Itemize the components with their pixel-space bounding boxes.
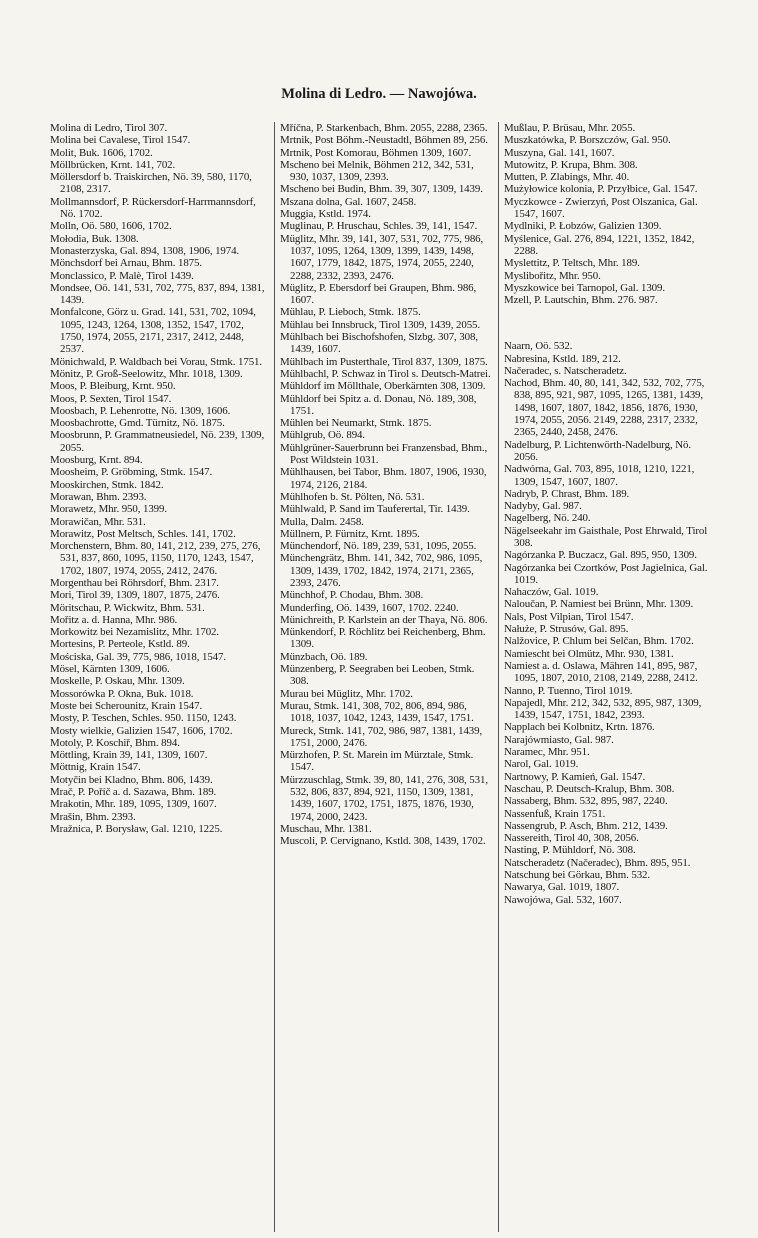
- index-entry: Mříčna, P. Starkenbach, Bhm. 2055, 2288, 2365.: [280, 122, 488, 134]
- column-left: [50, 122, 274, 1232]
- index-entry: Mražnica, P. Borysław, Gal. 1210, 1225.: [50, 822, 223, 835]
- index-entry: Müglitz, P. Ebersdorf bei Graupen, Bhm. 986, 1607.: [280, 281, 477, 307]
- index-entry: Mooskirchen, Stmk. 1842.: [50, 478, 164, 491]
- index-entry: Mortesins, P. Perteole, Kstld. 89.: [50, 638, 190, 651]
- index-entry: Münchhof, P. Chodau, Bhm. 308.: [280, 589, 424, 602]
- index-entry: Natschung bei Görkau, Bhm. 532.: [504, 869, 651, 881]
- index-entry: Münkendorf, P. Röchlitz bei Reichenberg, Bhm. 1309.: [280, 626, 486, 651]
- index-entry: Moskelle, P. Oskau, Mhr. 1309.: [50, 675, 185, 688]
- index-entry: Mrašin, Bhm. 2393.: [50, 810, 136, 823]
- index-entry: Murau, Stmk. 141, 308, 702, 806, 894, 986, 1018, 1037, 1042, 1243, 1439, 1547, 1751.: [280, 699, 474, 725]
- index-entry: Namiest a. d. Oslawa, Mähren 141, 895, 987, 1095, 1807, 2010, 2108, 2149, 2288, 2412.: [504, 659, 698, 685]
- index-entry: Münichreith, P. Karlstein an der Thaya, Nö. 806.: [280, 613, 488, 626]
- index-entry: Moosheim, P. Gröbming, Stmk. 1547.: [50, 466, 213, 479]
- index-entry: Möllbrücken, Krnt. 141, 702.: [50, 158, 176, 171]
- index-entry: Mszana dolna, Gal. 1607, 2458.: [280, 195, 417, 208]
- index-entry: Munderfing, Oö. 1439, 1607, 1702. 2240.: [280, 601, 459, 614]
- index-entry: Monfalcone, Görz u. Grad. 141, 531, 702, 1094, 1095, 1243, 1264, 1308, 1352, 1547, 1702, 1750, 1974, 2055, 2171, 2317, 2412, 2448, 2537.: [50, 306, 256, 356]
- index-entry: Nabresina, Kstld. 189, 212.: [504, 352, 621, 365]
- index-columns: [50, 122, 722, 1232]
- index-entry: Monasterzyska, Gal. 894, 1308, 1906, 1974.: [50, 244, 240, 257]
- index-entry: Moste bei Scherounitz, Krain 1547.: [50, 699, 203, 712]
- index-entry: Molln, Oö. 580, 1606, 1702.: [50, 220, 172, 233]
- index-entry: Münchendorf, Nö. 189, 239, 531, 1095, 2055.: [280, 540, 477, 553]
- index-entry: Moosbachrotte, Gmd. Türnitz, Nö. 1875.: [50, 417, 225, 430]
- index-entry: Mönchsdorf bei Arnau, Bhm. 1875.: [50, 257, 202, 270]
- index-entry: Nawarya, Gal. 1019, 1807.: [504, 881, 620, 894]
- index-entry: Mossorówka P. Okna, Buk. 1018.: [50, 687, 194, 700]
- index-entry: Mori, Tirol 39, 1309, 1807, 1875, 2476.: [50, 589, 220, 602]
- index-entry: Nawojówa, Gal. 532, 1607.: [504, 893, 622, 906]
- index-entry: Mühlau bei Innsbruck, Tirol 1309, 1439, 2055.: [280, 318, 481, 331]
- index-entry: Muszkatówka, P. Borszczów, Gal. 950.: [504, 134, 671, 147]
- index-entry: Mrakotin, Mhr. 189, 1095, 1309, 1607.: [50, 798, 217, 811]
- index-entry: Naloučan, P. Namiest bei Brünn, Mhr. 1309.: [504, 598, 694, 611]
- index-entry: Mscheno bei Melnik, Böhmen 212, 342, 531, 930, 1037, 1309, 2393.: [280, 158, 474, 184]
- index-entry: Muszyna, Gal. 141, 1607.: [504, 146, 615, 159]
- index-entry: Moosbrunn, P. Grammatneusiedel, Nö. 239, 1309, 2055.: [50, 429, 265, 454]
- index-entry: Mühlwald, P. Sand im Tauferertal, Tir. 1439.: [280, 503, 470, 516]
- index-entry: Myślenice, Gal. 276, 894, 1221, 1352, 1842, 2288.: [504, 232, 695, 257]
- index-entry: Nassengrub, P. Asch, Bhm. 212, 1439.: [504, 819, 668, 832]
- index-entry: Nassenfuß, Krain 1751.: [504, 807, 606, 820]
- index-entry: Monclassico, P. Malè, Tirol 1439.: [50, 269, 194, 282]
- index-entry: Möttnig, Krain 1547.: [50, 761, 141, 774]
- index-entry: Mußlau, P. Brüsau, Mhr. 2055.: [504, 122, 636, 134]
- index-entry: Muglinau, P. Hruschau, Schles. 39, 141, 1547.: [280, 220, 478, 233]
- index-entry: Morchenstern, Bhm. 80, 141, 212, 239, 275, 276, 531, 837, 860, 1095, 1150, 1170, 1243, 1547, 1702, 1807, 1974, 2055, 2412, 2476.: [50, 540, 261, 577]
- index-entry: Mosty, P. Teschen, Schles. 950. 1150, 1243.: [50, 712, 237, 725]
- index-entry: Nadwórna, Gal. 703, 895, 1018, 1210, 1221, 1309, 1547, 1607, 1807.: [504, 463, 695, 488]
- index-entry: Mosty wielkie, Galizien 1547, 1606, 1702.: [50, 724, 233, 737]
- index-entry: Naschau, P. Deutsch-Kralup, Bhm. 308.: [504, 782, 675, 795]
- index-entry: Mutten, P. Zlabings, Mhr. 40.: [504, 171, 630, 184]
- index-entry: Mühlhofen b. St. Pölten, Nö. 531.: [280, 490, 425, 503]
- index-entry: Mösel, Kärnten 1309, 1606.: [50, 663, 170, 676]
- index-entry: Mühldorf im Möllthale, Oberkärnten 308, 1309.: [280, 380, 486, 393]
- index-entry: Nalžovice, P. Chlum bei Selčan, Bhm. 1702.: [504, 635, 694, 648]
- index-entry: Mühldorf bei Spitz a. d. Donau, Nö. 189, 308, 1751.: [280, 392, 477, 417]
- index-entry: Naramec, Mhr. 951.: [504, 746, 590, 759]
- index-entry: Morawičan, Mhr. 531.: [50, 515, 146, 528]
- index-entry: Nahaczów, Gal. 1019.: [504, 586, 599, 599]
- index-entry: Mrač, P. Poříč a. d. Sazawa, Bhm. 189.: [50, 786, 217, 799]
- index-entry: Mořitz a. d. Hanna, Mhr. 986.: [50, 613, 178, 626]
- index-entry: Nassereith, Tirol 40, 308, 2056.: [504, 832, 639, 845]
- index-entry: Murau bei Müglitz, Mhr. 1702.: [280, 687, 413, 700]
- index-entry: Myslibořitz, Mhr. 950.: [504, 269, 601, 282]
- page-title: Molina di Ledro. — Nawojówa.: [281, 86, 477, 102]
- index-entry: Myslettitz, P. Teltsch, Mhr. 189.: [504, 257, 640, 270]
- index-entry: Napajedl, Mhr. 212, 342, 532, 895, 987, 1309, 1439, 1547, 1751, 1842, 2393.: [504, 696, 702, 722]
- index-entry: Motoly, P. Koschiř, Bhm. 894.: [50, 736, 180, 749]
- index-entry: Mühlhausen, bei Tabor, Bhm. 1807, 1906, 1930, 1974, 2126, 2184.: [280, 466, 487, 491]
- index-entry: Mürzhofen, P. St. Marein im Mürztale, Stmk. 1547.: [280, 749, 474, 774]
- index-entry: Nartnowy, P. Kamień, Gal. 1547.: [504, 770, 646, 783]
- index-entry: Müllnern, P. Fürnitz, Krnt. 1895.: [280, 527, 420, 540]
- index-entry: Nals, Post Vilpian, Tirol 1547.: [504, 610, 634, 623]
- index-entry: Mureck, Stmk. 141, 702, 986, 987, 1381, 1439, 1751, 2000, 2476.: [280, 724, 483, 749]
- index-entry: Naarn, Oö. 532.: [504, 340, 573, 353]
- index-entry: Münzbach, Oö. 189.: [280, 650, 368, 663]
- index-entry: Mulla, Dalm. 2458.: [280, 515, 364, 528]
- column-middle: [274, 122, 498, 1232]
- index-entry: Muschau, Mhr. 1381.: [280, 822, 372, 835]
- index-entry: Mühlgrub, Oö. 894.: [280, 429, 366, 442]
- index-entry: Namiescht bei Olmütz, Mhr. 930, 1381.: [504, 647, 674, 660]
- index-entry: Molit, Buk. 1606, 1702.: [50, 146, 153, 159]
- index-entry: Münchengrätz, Bhm. 141, 342, 702, 986, 1095, 1309, 1439, 1702, 1842, 1974, 2171, 2365, 2393, 2476.: [280, 552, 483, 589]
- index-entry: Mużyłowice kolonia, P. Przyłbice, Gal. 1547.: [504, 183, 698, 196]
- column-right: [498, 122, 722, 1232]
- index-entry: Muscoli, P. Cervignano, Kstld. 308, 1439, 1702.: [280, 835, 486, 848]
- index-entry: Moos, P. Bleiburg, Krnt. 950.: [50, 380, 176, 393]
- index-entry: Mondsee, Oö. 141, 531, 702, 775, 837, 894, 1381, 1439.: [50, 281, 265, 307]
- index-entry: Mühlau, P. Lieboch, Stmk. 1875.: [280, 306, 421, 319]
- index-entry: Müglitz, Mhr. 39, 141, 307, 531, 702, 775, 986, 1037, 1095, 1264, 1309, 1399, 1439, 1498, 1607, 1779, 1842, 1875, 1974, 2055, 2240, 2288, 2332, 2393, 2476.: [280, 232, 484, 282]
- index-entry: Morawetz, Mhr. 950, 1399.: [50, 503, 167, 516]
- index-entry: Mühlbachl, P. Schwaz in Tirol s. Deutsch-Matrei.: [280, 367, 491, 380]
- index-entry: Moosbach, P. Lehenrotte, Nö. 1309, 1606.: [50, 404, 231, 417]
- index-entry: Nadryb, P. Chrast, Bhm. 189.: [504, 487, 630, 500]
- index-entry: Moosburg, Krnt. 894.: [50, 454, 143, 467]
- index-entry: Möttling, Krain 39, 141, 1309, 1607.: [50, 749, 208, 762]
- section-gap: [504, 317, 717, 329]
- index-entry: Nagelberg, Nö. 240.: [504, 512, 591, 525]
- index-entry: Mühlgrüner-Sauerbrunn bei Franzensbad, Bhm., Post Wildstein 1031.: [280, 441, 488, 467]
- index-entry: Mzell, P. Lautschin, Bhm. 276. 987.: [504, 294, 658, 307]
- index-entry: Mühlen bei Neumarkt, Stmk. 1875.: [280, 417, 432, 430]
- index-entry: Načeradec, s. Natscheradetz.: [504, 364, 627, 377]
- index-entry: Morawitz, Post Meltsch, Schles. 141, 1702.: [50, 527, 236, 540]
- index-entry: Mühlbach bei Bischofshofen, Slzbg. 307, 308, 1439, 1607.: [280, 331, 478, 356]
- index-entry: Napplach bei Kolbnitz, Krtn. 1876.: [504, 721, 655, 734]
- index-entry: Nadelburg, P. Lichtenwörth-Nadelburg, Nö. 2056.: [504, 438, 691, 463]
- index-entry: Muggia, Kstld. 1974.: [280, 208, 371, 221]
- index-entry: Morgenthau bei Röhrsdorf, Bhm. 2317.: [50, 576, 219, 589]
- index-entry: Möllersdorf b. Traiskirchen, Nö. 39, 580, 1170, 2108, 2317.: [50, 171, 252, 196]
- index-entry: Nanno, P. Tuenno, Tirol 1019.: [504, 684, 633, 697]
- index-entry: Nachod, Bhm. 40, 80, 141, 342, 532, 702, 775, 838, 895, 921, 987, 1095, 1265, 1381, 1439, 1498, 1607, 1807, 1842, 1856, 1876, 1930, 1974, 2055, 2056. 2149, 2288, 2317, 2332, 2365, 2440, 2458, 2476.: [504, 377, 705, 439]
- index-entry: Nägelseekahr im Gaisthale, Post Ehrwald, Tirol 308.: [504, 524, 708, 549]
- index-entry: Myszkowice bei Tarnopol, Gal. 1309.: [504, 281, 665, 294]
- index-entry: Motyčin bei Kladno, Bhm. 806, 1439.: [50, 773, 213, 786]
- index-entry: Nagórzanka bei Czortków, Post Jagielnica, Gal. 1019.: [504, 561, 708, 586]
- index-entry: Mościska, Gal. 39, 775, 986, 1018, 1547.: [50, 650, 226, 663]
- index-entry: Morawan, Bhm. 2393.: [50, 490, 147, 503]
- index-entry: Mydlniki, P. Łobzów, Galizien 1309.: [504, 220, 662, 233]
- index-entry: Mrtnik, Post Komorau, Böhmen 1309, 1607.: [280, 146, 472, 159]
- index-entry: Mönitz, P. Groß-Seelowitz, Mhr. 1018, 1309.: [50, 367, 243, 380]
- index-entry: Mühlbach im Pusterthale, Tirol 837, 1309, 1875.: [280, 355, 488, 368]
- index-entry: Nadyby, Gal. 987.: [504, 500, 582, 513]
- index-entry: Molina bei Cavalese, Tirol 1547.: [50, 134, 191, 147]
- index-entry: Mutowitz, P. Krupa, Bhm. 308.: [504, 158, 638, 171]
- index-entry: Narol, Gal. 1019.: [504, 758, 579, 771]
- index-entry: Mołodia, Buk. 1308.: [50, 232, 139, 245]
- index-entry: Mrtnik, Post Böhm.-Neustadtl, Böhmen 89, 256.: [280, 134, 488, 147]
- index-entry: Nałuże, P. Strusów, Gal. 895.: [504, 623, 629, 636]
- index-entry: Möritschau, P. Wickwitz, Bhm. 531.: [50, 601, 205, 614]
- index-entry: Münzenberg, P. Seegraben bei Leoben, Stmk. 308.: [280, 663, 475, 688]
- index-entry: Nassaberg, Bhm. 532, 895, 987, 2240.: [504, 795, 668, 808]
- index-entry: Molina di Ledro, Tirol 307.: [50, 122, 168, 134]
- index-entry: Morkowitz bei Nezamislitz, Mhr. 1702.: [50, 626, 220, 639]
- index-entry: Mürzzuschlag, Stmk. 39, 80, 141, 276, 308, 531, 532, 806, 837, 894, 921, 1150, 1309, 1381, 1439, 1607, 1702, 1751, 1875, 1876, 1930, 1974, 2000, 2423.: [280, 773, 488, 823]
- index-entry: Nasting, P. Mühldorf, Nö. 308.: [504, 844, 636, 857]
- index-entry: Mscheno bei Budin, Bhm. 39, 307, 1309, 1439.: [280, 183, 483, 196]
- index-entry: Moos, P. Sexten, Tirol 1547.: [50, 392, 172, 405]
- index-entry: Narajówmiasto, Gal. 987.: [504, 733, 614, 746]
- index-entry: Myczkowce - Zwierzyń, Post Olszanica, Gal. 1547, 1607.: [504, 195, 698, 221]
- index-entry: Mönichwald, P. Waldbach bei Vorau, Stmk. 1751.: [50, 355, 263, 368]
- index-entry: Natscheradetz (Načeradec), Bhm. 895, 951.: [504, 856, 691, 869]
- index-entry: Nagórzanka P. Buczacz, Gal. 895, 950, 1309.: [504, 549, 697, 562]
- index-entry: Mollmannsdorf, P. Rückersdorf-Harrmannsdorf, Nö. 1702.: [50, 195, 256, 221]
